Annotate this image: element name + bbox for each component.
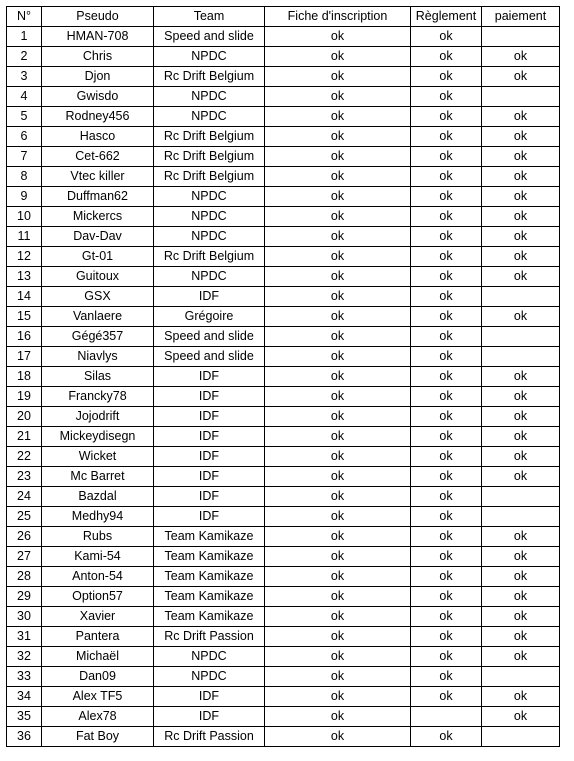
cell-pseudo: Silas [42,367,154,387]
cell-number: 32 [7,647,42,667]
table-row [7,207,560,227]
cell-number: 14 [7,287,42,307]
cell-pseudo: Kami-54 [42,547,154,567]
cell-team: NPDC [154,647,265,667]
table-row [7,447,560,467]
cell-payment: ok [482,627,560,647]
cell-pseudo: Niavlys [42,347,154,367]
cell-pseudo: Bazdal [42,487,154,507]
cell-pseudo: Mickercs [42,207,154,227]
table-row [7,647,560,667]
table-row [7,527,560,547]
cell-number: 31 [7,627,42,647]
cell-registration-form: ok [265,207,411,227]
cell-registration-form: ok [265,267,411,287]
cell-registration-form: ok [265,27,411,47]
cell-registration-form: ok [265,527,411,547]
cell-payment: ok [482,187,560,207]
cell-registration-form: ok [265,407,411,427]
cell-payment: ok [482,647,560,667]
cell-pseudo: Medhy94 [42,507,154,527]
cell-payment [482,667,560,687]
cell-registration-form: ok [265,547,411,567]
cell-pseudo: Alex TF5 [42,687,154,707]
table-row [7,507,560,527]
cell-pseudo: Wicket [42,447,154,467]
cell-registration-form: ok [265,87,411,107]
cell-registration-form: ok [265,107,411,127]
table-row [7,567,560,587]
table-body [7,27,560,747]
table-row [7,727,560,747]
cell-registration-form: ok [265,247,411,267]
cell-payment: ok [482,387,560,407]
cell-pseudo: Cet-662 [42,147,154,167]
cell-payment: ok [482,707,560,727]
cell-pseudo: Vtec killer [42,167,154,187]
cell-rules: ok [411,347,482,367]
cell-pseudo: Xavier [42,607,154,627]
cell-registration-form: ok [265,687,411,707]
cell-number: 17 [7,347,42,367]
table-row [7,47,560,67]
cell-rules: ok [411,467,482,487]
cell-payment: ok [482,47,560,67]
cell-payment [482,727,560,747]
cell-payment: ok [482,527,560,547]
cell-rules [411,707,482,727]
header-number: N° [7,7,42,27]
cell-payment: ok [482,247,560,267]
cell-payment: ok [482,587,560,607]
cell-number: 5 [7,107,42,127]
cell-number: 36 [7,727,42,747]
table-row [7,707,560,727]
cell-team: NPDC [154,107,265,127]
cell-number: 29 [7,587,42,607]
cell-number: 28 [7,567,42,587]
cell-number: 24 [7,487,42,507]
cell-team: Team Kamikaze [154,587,265,607]
header-rules: Règlement [411,7,482,27]
cell-pseudo: Fat Boy [42,727,154,747]
table-row [7,367,560,387]
cell-registration-form: ok [265,167,411,187]
cell-team: IDF [154,287,265,307]
cell-payment: ok [482,687,560,707]
cell-rules: ok [411,187,482,207]
table-row [7,27,560,47]
cell-payment [482,347,560,367]
cell-payment [482,287,560,307]
cell-payment: ok [482,607,560,627]
cell-pseudo: Duffman62 [42,187,154,207]
cell-registration-form: ok [265,427,411,447]
cell-pseudo: GSX [42,287,154,307]
cell-team: IDF [154,707,265,727]
cell-rules: ok [411,687,482,707]
cell-number: 16 [7,327,42,347]
cell-team: Rc Drift Belgium [154,147,265,167]
cell-registration-form: ok [265,667,411,687]
table-row [7,327,560,347]
cell-rules: ok [411,427,482,447]
cell-pseudo: Dav-Dav [42,227,154,247]
cell-number: 10 [7,207,42,227]
cell-rules: ok [411,587,482,607]
cell-number: 18 [7,367,42,387]
cell-team: Rc Drift Belgium [154,127,265,147]
cell-team: IDF [154,387,265,407]
cell-number: 1 [7,27,42,47]
cell-number: 8 [7,167,42,187]
cell-rules: ok [411,307,482,327]
cell-team: Rc Drift Passion [154,727,265,747]
cell-number: 25 [7,507,42,527]
cell-rules: ok [411,607,482,627]
cell-number: 13 [7,267,42,287]
header-registration-form: Fiche d'inscription [265,7,411,27]
cell-rules: ok [411,207,482,227]
table-row [7,127,560,147]
cell-number: 7 [7,147,42,167]
header-row [7,7,560,27]
cell-registration-form: ok [265,587,411,607]
cell-rules: ok [411,287,482,307]
cell-team: Speed and slide [154,27,265,47]
cell-number: 6 [7,127,42,147]
cell-number: 33 [7,667,42,687]
cell-registration-form: ok [265,367,411,387]
cell-registration-form: ok [265,707,411,727]
cell-registration-form: ok [265,627,411,647]
cell-rules: ok [411,47,482,67]
table-row [7,547,560,567]
cell-pseudo: Gt-01 [42,247,154,267]
cell-team: IDF [154,687,265,707]
table-row [7,87,560,107]
cell-payment: ok [482,307,560,327]
cell-pseudo: Pantera [42,627,154,647]
cell-rules: ok [411,247,482,267]
cell-registration-form: ok [265,727,411,747]
cell-registration-form: ok [265,47,411,67]
cell-number: 12 [7,247,42,267]
cell-team: Rc Drift Belgium [154,167,265,187]
cell-payment: ok [482,467,560,487]
cell-team: Team Kamikaze [154,607,265,627]
cell-pseudo: Anton-54 [42,567,154,587]
cell-rules: ok [411,327,482,347]
cell-registration-form: ok [265,307,411,327]
cell-number: 23 [7,467,42,487]
registration-table [6,6,560,747]
cell-number: 22 [7,447,42,467]
cell-team: NPDC [154,187,265,207]
cell-pseudo: Michaël [42,647,154,667]
cell-number: 30 [7,607,42,627]
table-row [7,607,560,627]
table-row [7,487,560,507]
cell-team: Grégoire [154,307,265,327]
cell-registration-form: ok [265,647,411,667]
cell-team: Team Kamikaze [154,547,265,567]
cell-number: 20 [7,407,42,427]
table-row [7,407,560,427]
cell-team: NPDC [154,227,265,247]
cell-registration-form: ok [265,467,411,487]
cell-pseudo: Rubs [42,527,154,547]
cell-registration-form: ok [265,567,411,587]
cell-pseudo: HMAN-708 [42,27,154,47]
cell-payment: ok [482,107,560,127]
cell-rules: ok [411,367,482,387]
cell-team: Team Kamikaze [154,567,265,587]
cell-rules: ok [411,127,482,147]
cell-team: Rc Drift Belgium [154,247,265,267]
cell-pseudo: Dan09 [42,667,154,687]
cell-pseudo: Chris [42,47,154,67]
cell-registration-form: ok [265,387,411,407]
cell-rules: ok [411,387,482,407]
table-row [7,167,560,187]
cell-rules: ok [411,407,482,427]
cell-rules: ok [411,547,482,567]
cell-pseudo: Mc Barret [42,467,154,487]
cell-registration-form: ok [265,127,411,147]
cell-pseudo: Guitoux [42,267,154,287]
cell-registration-form: ok [265,487,411,507]
cell-rules: ok [411,87,482,107]
cell-team: Team Kamikaze [154,527,265,547]
cell-team: NPDC [154,267,265,287]
cell-rules: ok [411,107,482,127]
cell-number: 21 [7,427,42,447]
cell-payment: ok [482,147,560,167]
cell-number: 27 [7,547,42,567]
cell-rules: ok [411,727,482,747]
cell-payment [482,27,560,47]
cell-number: 35 [7,707,42,727]
cell-payment [482,507,560,527]
cell-payment: ok [482,127,560,147]
cell-pseudo: Rodney456 [42,107,154,127]
cell-registration-form: ok [265,147,411,167]
table-row [7,287,560,307]
cell-rules: ok [411,627,482,647]
cell-number: 3 [7,67,42,87]
cell-number: 15 [7,307,42,327]
table-row [7,687,560,707]
cell-team: NPDC [154,667,265,687]
cell-registration-form: ok [265,187,411,207]
cell-team: IDF [154,447,265,467]
cell-payment [482,327,560,347]
cell-team: NPDC [154,87,265,107]
cell-payment: ok [482,447,560,467]
cell-payment: ok [482,547,560,567]
table-row [7,467,560,487]
cell-registration-form: ok [265,347,411,367]
cell-pseudo: Vanlaere [42,307,154,327]
cell-payment: ok [482,367,560,387]
cell-team: IDF [154,367,265,387]
cell-pseudo: Gégé357 [42,327,154,347]
cell-team: IDF [154,487,265,507]
cell-pseudo: Francky78 [42,387,154,407]
cell-payment: ok [482,167,560,187]
table-row [7,387,560,407]
header-team: Team [154,7,265,27]
table-row [7,427,560,447]
cell-pseudo: Hasco [42,127,154,147]
cell-pseudo: Djon [42,67,154,87]
cell-pseudo: Jojodrift [42,407,154,427]
cell-rules: ok [411,567,482,587]
table-row [7,587,560,607]
table-row [7,627,560,647]
table-row [7,107,560,127]
cell-payment: ok [482,67,560,87]
header-pseudo: Pseudo [42,7,154,27]
cell-registration-form: ok [265,67,411,87]
cell-rules: ok [411,667,482,687]
table-row [7,347,560,367]
cell-number: 4 [7,87,42,107]
cell-team: IDF [154,467,265,487]
table-row [7,187,560,207]
cell-rules: ok [411,67,482,87]
cell-rules: ok [411,527,482,547]
cell-registration-form: ok [265,507,411,527]
table-row [7,247,560,267]
cell-rules: ok [411,647,482,667]
cell-pseudo: Option57 [42,587,154,607]
cell-rules: ok [411,227,482,247]
cell-team: IDF [154,407,265,427]
header-payment: paiement [482,7,560,27]
cell-rules: ok [411,147,482,167]
cell-registration-form: ok [265,447,411,467]
cell-pseudo: Gwisdo [42,87,154,107]
cell-payment: ok [482,267,560,287]
cell-number: 34 [7,687,42,707]
cell-registration-form: ok [265,607,411,627]
cell-pseudo: Mickeydisegn [42,427,154,447]
cell-number: 26 [7,527,42,547]
table-row [7,147,560,167]
cell-rules: ok [411,447,482,467]
cell-registration-form: ok [265,287,411,307]
table-row [7,67,560,87]
table-row [7,667,560,687]
cell-rules: ok [411,167,482,187]
table-row [7,227,560,247]
cell-payment: ok [482,207,560,227]
cell-registration-form: ok [265,327,411,347]
cell-team: NPDC [154,47,265,67]
cell-payment: ok [482,567,560,587]
cell-number: 11 [7,227,42,247]
cell-number: 2 [7,47,42,67]
cell-pseudo: Alex78 [42,707,154,727]
cell-payment [482,487,560,507]
cell-payment: ok [482,427,560,447]
cell-team: Speed and slide [154,347,265,367]
cell-rules: ok [411,487,482,507]
cell-team: IDF [154,427,265,447]
cell-number: 19 [7,387,42,407]
cell-team: IDF [154,507,265,527]
cell-payment: ok [482,407,560,427]
cell-team: Rc Drift Passion [154,627,265,647]
cell-rules: ok [411,267,482,287]
cell-rules: ok [411,27,482,47]
cell-rules: ok [411,507,482,527]
cell-payment: ok [482,227,560,247]
cell-team: Speed and slide [154,327,265,347]
table-row [7,267,560,287]
cell-number: 9 [7,187,42,207]
cell-registration-form: ok [265,227,411,247]
cell-team: NPDC [154,207,265,227]
cell-payment [482,87,560,107]
table-row [7,307,560,327]
cell-team: Rc Drift Belgium [154,67,265,87]
